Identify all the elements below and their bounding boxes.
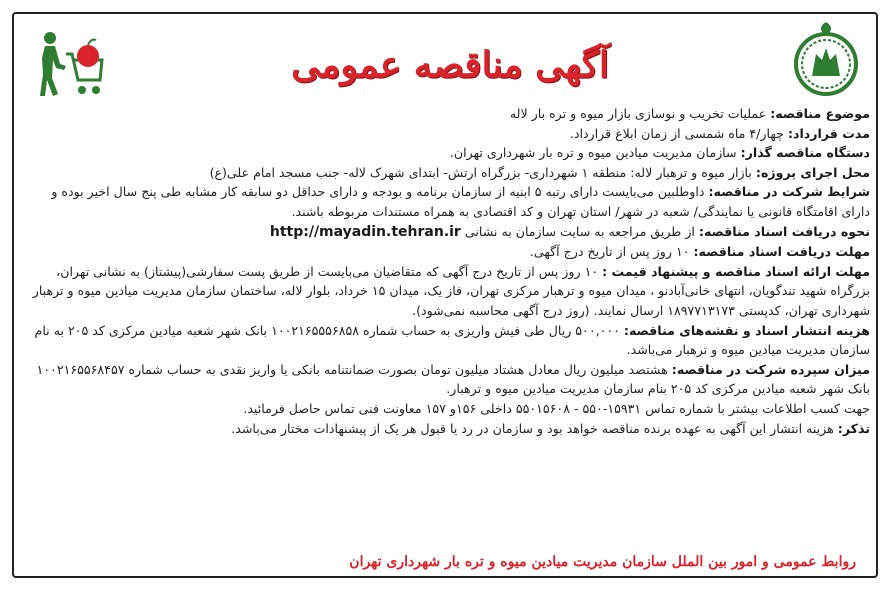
duration-row [20,124,870,144]
deadline-value: ۱۰ روز پس از تاریخ درج آگهی. [529,244,690,260]
contact-value: جهت کسب اطلاعات بیشتر با شماره تماس ۱۵۹۳۱-۵۵۰ - ۵۵۰۱۵۶۰۸ داخلی ۱۵۶و ۱۵۷ معاونت فنی تماس حاصل فرمائید. [243,400,870,416]
duration-value: چهار/۴ ماه شمسی از زمان ابلاغ قرارداد. [569,125,784,141]
submission-value: ۱۰ روز پس از تاریخ درج آگهی که متقاضیان می‌بایست از طریق پست سفارشی(پیشتاز) به نشانی تهران، بزرگراه شهید تندگویان، انتهای خانی‌آبادنو ، میدان میوه و ترهبار مرکزی تهران، فاز یک، میدان ۱۵ خرداد، بلوار لاله، ساختمان سازمان مدیریت میادین میوه و ترهبار شهرداری تهران، کدپستی ۱۸۹۷۷۱۳۱۷۳ ارسال نمایند. (روز درج آگهی محاسبه نمی‌شود). [32,263,870,318]
conditions-row [20,182,870,221]
duration-label: مدت قرارداد: [787,125,870,141]
guarantee-row [20,360,870,399]
fee-value: ۵۰۰,۰۰۰ ریال طی فیش واریزی به حساب شماره ۱۰۰۲۱۶۵۵۵۶۸۵۸ بانک شهر شعبه میادین مرکزی کد ۲۰۵ به نام سازمان مدیریت میادین میوه و ترهبار می‌باشد. [34,322,870,358]
organizer-value: سازمان مدیریت میادین میوه و تره بار شهرداری تهران. [449,145,737,161]
conditions-label: شرایط شرکت در مناقصه: [708,184,870,200]
ad-body [20,104,870,438]
subject-label: موضوع مناقصه: [770,106,870,121]
tehran-municipality-logo [790,20,862,96]
submission-row [20,262,870,321]
conditions-value: داوطلبین می‌بایست دارای رتبه ۵ ابنیه از سازمان برنامه و بودجه و دارای حداقل دو سابقه کار مشابه طی پنج سال اخیر بوده و دارای اقامتگاه قانونی یا نمایندگی/ شعبه در شهر/ استان تهران و کد اقتصادی به همراه مستندات مربوطه باشند. [51,184,870,219]
ad-title-container [290,38,610,98]
note-value: هزینه انتشار این آگهی به عهده برنده مناقصه خواهد بود و سازمان در رد یا قبول هر یک از پیشنهادات مختار می‌باشد. [231,420,834,436]
note-label: تذکر: [837,420,870,436]
shopping-cart-person-icon [36,30,106,98]
deadline-row [20,242,870,262]
organizer-row [20,143,870,163]
subject-value: عملیات تخریب و نوسازی بازار میوه و تره بار لاله [509,106,767,121]
subject-row [20,104,870,124]
fee-label: هزینه انتشار اسناد و نقشه‌های مناقصه: [623,322,870,338]
website-link[interactable]: http://mayadin.tehran.ir [269,223,461,240]
docs-receive-row [20,222,870,243]
docs-receive-label: نحوه دریافت اسناد مناقصه: [698,223,870,239]
organizer-label: دستگاه مناقصه گذار: [740,145,870,161]
location-label: محل اجرای پروژه: [755,164,870,180]
location-value: بازار میوه و ترهبار لاله: منطقه ۱ شهرداری- بزرگراه ارتش- ابتدای شهرک لاله- جنب مسجد امام علی(ع) [209,164,752,180]
footer-publisher: روابط عمومی و امور بین الملل سازمان مدیریت میادین میوه و تره بار شهرداری تهران [349,554,856,570]
docs-receive-value: از طریق مراجعه به سایت سازمان به نشانی [464,223,695,239]
page-title: آگهی مناقصه عمومی [291,44,609,86]
note-row [20,419,870,439]
guarantee-value: هشتصد میلیون ریال معادل هشتاد میلیون تومان بصورت ضمانتنامه بانکی یا واریز نقدی به حساب شماره ۱۰۰۲۱۶۵۵۶۸۴۵۷ بانک شهر شعبه میادین مرکزی کد ۲۰۵ بنام سازمان مدیریت میادین میوه و ترهبار. [36,361,870,397]
deadline-label: مهلت دریافت اسناد مناقصه: [693,244,870,260]
contact-row [20,399,870,419]
guarantee-label: میزان سپرده شرکت در مناقصه: [671,361,870,377]
location-row [20,163,870,183]
submission-label: مهلت ارائه اسناد مناقصه و پیشنهاد قیمت : [602,263,870,279]
fee-row [20,321,870,360]
